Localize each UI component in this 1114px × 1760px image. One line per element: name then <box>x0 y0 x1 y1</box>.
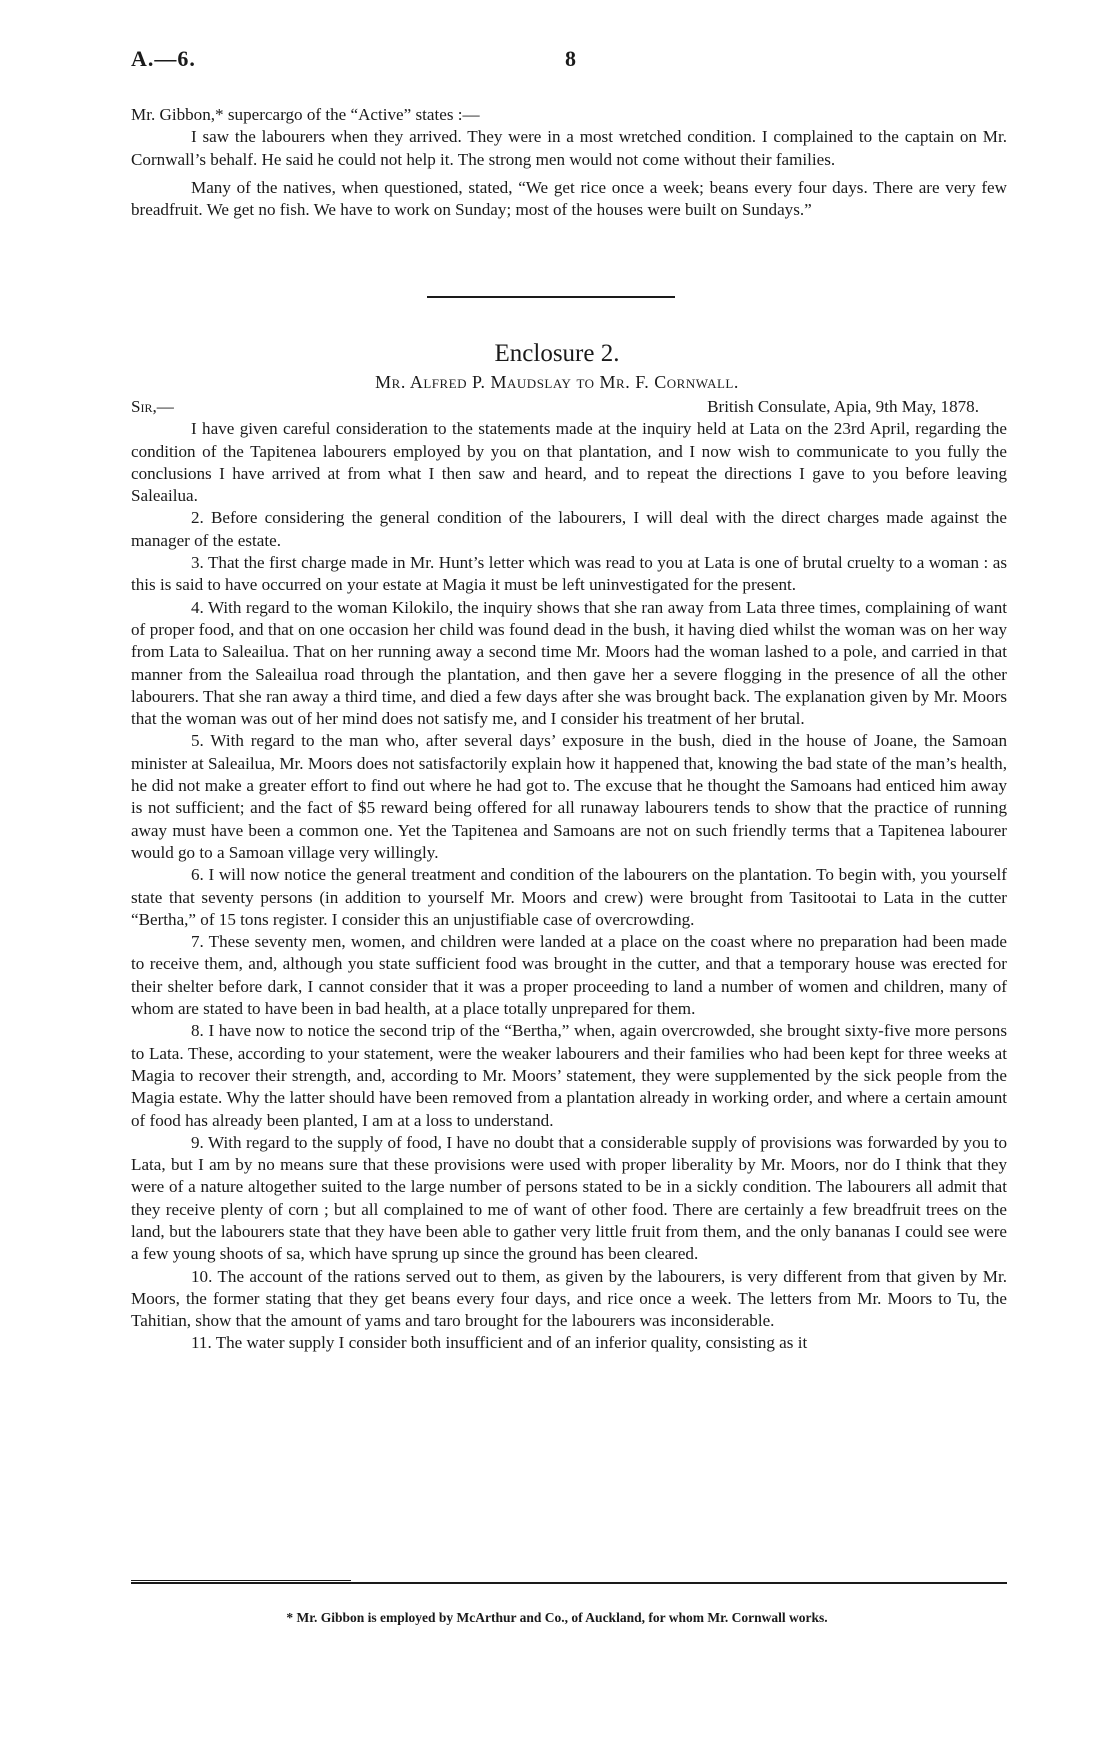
letter-paragraph: 5. With regard to the man who, after several days’ exposure in the bush, died in the house of Joane, the Samoan minister at Saleailua, Mr. Moors does not satisfactorily explain how it happened that, knowing the bad state of the man’s health, he did not make a greater effort to find out where he had got to. The excuse that he thought the Samoans had enticed him away is not sufficient; and the fact of $5 reward being offered for all runaway labourers tends to show that the practice of running away must have been a common one. Yet the Tapitenea and Samoans are not on such friendly terms that a Tapitenea labourer would go to a Samoan village very willingly. <box>131 731 1007 862</box>
letter-paragraph: 8. I have now to notice the second trip of the “Bertha,” when, again overcrowded, she brought sixty-five more persons to Lata. These, according to your statement, were the weaker labourers and their families who had been kept for three weeks at Magia to recover their strength, and, according to Mr. Moors’ statement, they were supplemented by the sick people from the Magia estate. Why the latter should have been removed from a plantation already in working order, and where a certain amount of food has already been planted, I am at a loss to understand. <box>131 1021 1007 1130</box>
section-divider <box>427 296 675 298</box>
footnote-rule <box>131 1582 1007 1584</box>
salutation-line <box>131 396 1007 418</box>
letter-paragraph: 9. With regard to the supply of food, I have no doubt that a considerable supply of provisions was forwarded by you to Lata, but I am by no means sure that these provisions were used with proper liberality by Mr. Moors, nor do I think that they were of a nature altogether suited to the large number of persons stated to be in a sickly condition. The labourers all admit that they receive plenty of corn ; but all complained to me of want of other food. There are certainly a few breadfruit trees on the land, but the labourers state that they have been able to gather very little fruit from them, and the only bananas I could see were a few young shoots of sa, which have sprung up since the ground has been cleared. <box>131 1132 1007 1264</box>
dateline: British Consulate, Apia, 9th May, 1878. <box>707 397 979 416</box>
enclosure-title: Enclosure 2. <box>494 340 620 367</box>
salutation: Sir,— <box>131 397 174 416</box>
letter-paragraph: 3. That the first charge made in Mr. Hunt’s letter which was read to you at Lata is one of brutal cruelty to a woman : as this is said to have occurred on your estate at Magia it must be left uninvestigated for the present. <box>131 553 1007 595</box>
statement-paragraph: Many of the natives, when questioned, stated, “We get rice once a week; beans every four days. There are very few breadfruit. We get no fish. We have to work on Sunday; most of the houses were built on Sundays.” <box>131 177 1007 220</box>
letter-paragraph: 4. With regard to the woman Kilokilo, the inquiry shows that she ran away from Lata three times, complaining of want of proper food, and that on one occasion her child was found dead in the bush, it having died whilst the woman was on her way from Lata to Saleailua. That on her running away a second time Mr. Moors had the woman lashed to a pole, and carried in that manner from the Saleailua road through the plantation, and then gave her a severe flogging in the presence of all the other labourers. That she ran away a third time, and died a few days after she was brought back. The explanation given by Mr. Moors that the woman was out of her mind does not satisfy me, and I consider his treatment of her brutal. <box>131 597 1007 729</box>
statement-paragraph: I saw the labourers when they arrived. They were in a most wretched condition. I complained to the captain on Mr. Cornwall’s behalf. He said he could not help it. The strong men would not come without their families. <box>131 127 1007 169</box>
gibbon-statement <box>131 104 1007 221</box>
letter-paragraph: 7. These seventy men, women, and children were landed at a place on the coast where no preparation had been made to receive them, and, although you state sufficient food was brought in the cutter, and that a temporary house was erected for their shelter before dark, I cannot consider that it was a proper proceeding to land a number of women and children, many of whom are stated to have been in bad health, at a place totally unprepared for them. <box>131 932 1007 1019</box>
footnote: * Mr. Gibbon is employed by McArthur and Co., of Auckland, for whom Mr. Cornwall works. <box>286 1610 828 1625</box>
page-number: 8 <box>565 46 576 71</box>
letter-paragraph: I have given careful consideration to the statements made at the inquiry held at Lata on the 23rd April, regarding the condition of the Tapitenea labourers employed by you on that plantation, and I now wish to communicate to you fully the conclusions I have arrived at from what I then saw and heard, and to repeat the directions I gave to you before leaving Saleailua. <box>131 419 1007 506</box>
letter-paragraph: 6. I will now notice the general treatment and condition of the labourers on the plantation. To begin with, you yourself state that seventy persons (in addition to yourself Mr. Moors and crew) were brought from Tasitootai to Lata in the cutter “Bertha,” of 15 tons register. I consider this an unjustifiable case of overcrowding. <box>131 865 1007 929</box>
letter-paragraph: 11. The water supply I consider both insufficient and of an inferior quality, consisting as it <box>191 1333 808 1353</box>
letter-body <box>131 396 1007 1355</box>
speaker-line: Mr. Gibbon,* supercargo of the “Active” states :— <box>131 105 480 124</box>
letter-paragraph: 10. The account of the rations served out to them, as given by the labourers, is very different from that given by Mr. Moors, the former stating that they get beans every four days, and rice once a week. The letters from Mr. Moors to Tu, the Tahitian, show that the amount of yams and taro brought for the labourers was inconsiderable. <box>131 1266 1007 1331</box>
footnote-rule-short <box>131 1580 351 1581</box>
enclosure-subtitle: Mr. Alfred P. Maudslay to Mr. F. Cornwall. <box>375 372 739 392</box>
series-number: A.—6. <box>131 46 196 71</box>
letter-paragraph: 2. Before considering the general condition of the labourers, I will deal with the direct charges made against the manager of the estate. <box>131 508 1007 550</box>
